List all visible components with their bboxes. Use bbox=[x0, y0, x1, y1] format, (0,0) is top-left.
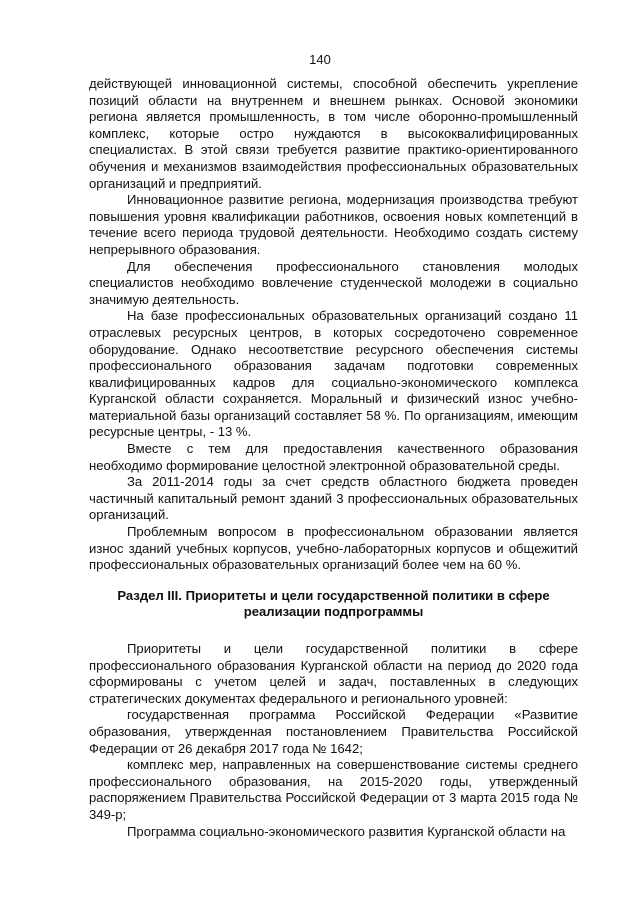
page-number: 140 bbox=[309, 52, 331, 67]
paragraph: На базе профессиональных образовательных организаций создано 11 отраслевых ресурсных центров, в которых сосредоточено современное оборудование. Однако несоответствие ресурсного обеспечения системы профессионального образования задачам подготовки современных квалифицированных кадров для социально-экономического комплекса Курганской области сохраняется. Моральный и физический износ учебно-материальной базы организаций составляет 58 %. По организациям, имеющим ресурсные центры, - 13 %. bbox=[89, 308, 578, 440]
paragraph: Приоритеты и цели государственной политики в сфере профессионального образования Курганской области на период до 2020 года сформированы с учетом целей и задач, поставленных в следующих стратегических документах федерального и регионального уровней: bbox=[89, 641, 578, 706]
paragraph: Для обеспечения профессионального становления молодых специалистов необходимо вовлечение студенческой молодежи в социально значимую деятельность. bbox=[89, 258, 578, 307]
list-item: Программа социально-экономического развития Курганской области на bbox=[127, 823, 566, 839]
paragraph: Инновационное развитие региона, модернизация производства требуют повышения уровня квалификации работников, освоения новых компетенций в течение всего периода трудовой деятельности. Необходимо создать систему непрерывного образования. bbox=[89, 192, 578, 257]
paragraph: действующей инновационной системы, способной обеспечить укрепление позиций области на внутреннем и внешнем рынках. Основой экономики региона является промышленность, в том числе оборонно-промышленный комплекс, которые остро нуждаются в высококвалифицированных специалистах. В этой связи требуется развитие практико-ориентированного обучения и механизмов взаимодействия профессиональных образовательных организаций и предприятий. bbox=[89, 76, 578, 191]
paragraph: За 2011-2014 годы за счет средств областного бюджета проведен частичный капитальный ремонт зданий 3 профессиональных образовательных организаций. bbox=[89, 474, 578, 523]
list-item: государственная программа Российской Федерации «Развитие образования, утвержденная постановлением Правительства Российской Федерации от 26 декабря 2017 года № 1642; bbox=[89, 707, 578, 756]
document-body bbox=[89, 76, 578, 840]
list-item: комплекс мер, направленных на совершенствование системы среднего профессионального образования, на 2015-2020 годы, утвержденный распоряжением Правительства Российской Федерации от 3 марта 2015 года № 349-р; bbox=[89, 757, 578, 822]
paragraph: Проблемным вопросом в профессиональном образовании является износ зданий учебных корпусов, учебно-лабораторных корпусов и общежитий профессиональных образовательных организаций более чем на 60 %. bbox=[89, 524, 578, 573]
paragraph: Вместе с тем для предоставления качественного образования необходимо формирование целостной электронной образовательной среды. bbox=[89, 441, 578, 473]
section-heading: Раздел III. Приоритеты и цели государственной политики в сфере реализации подпрограммы bbox=[117, 587, 550, 620]
